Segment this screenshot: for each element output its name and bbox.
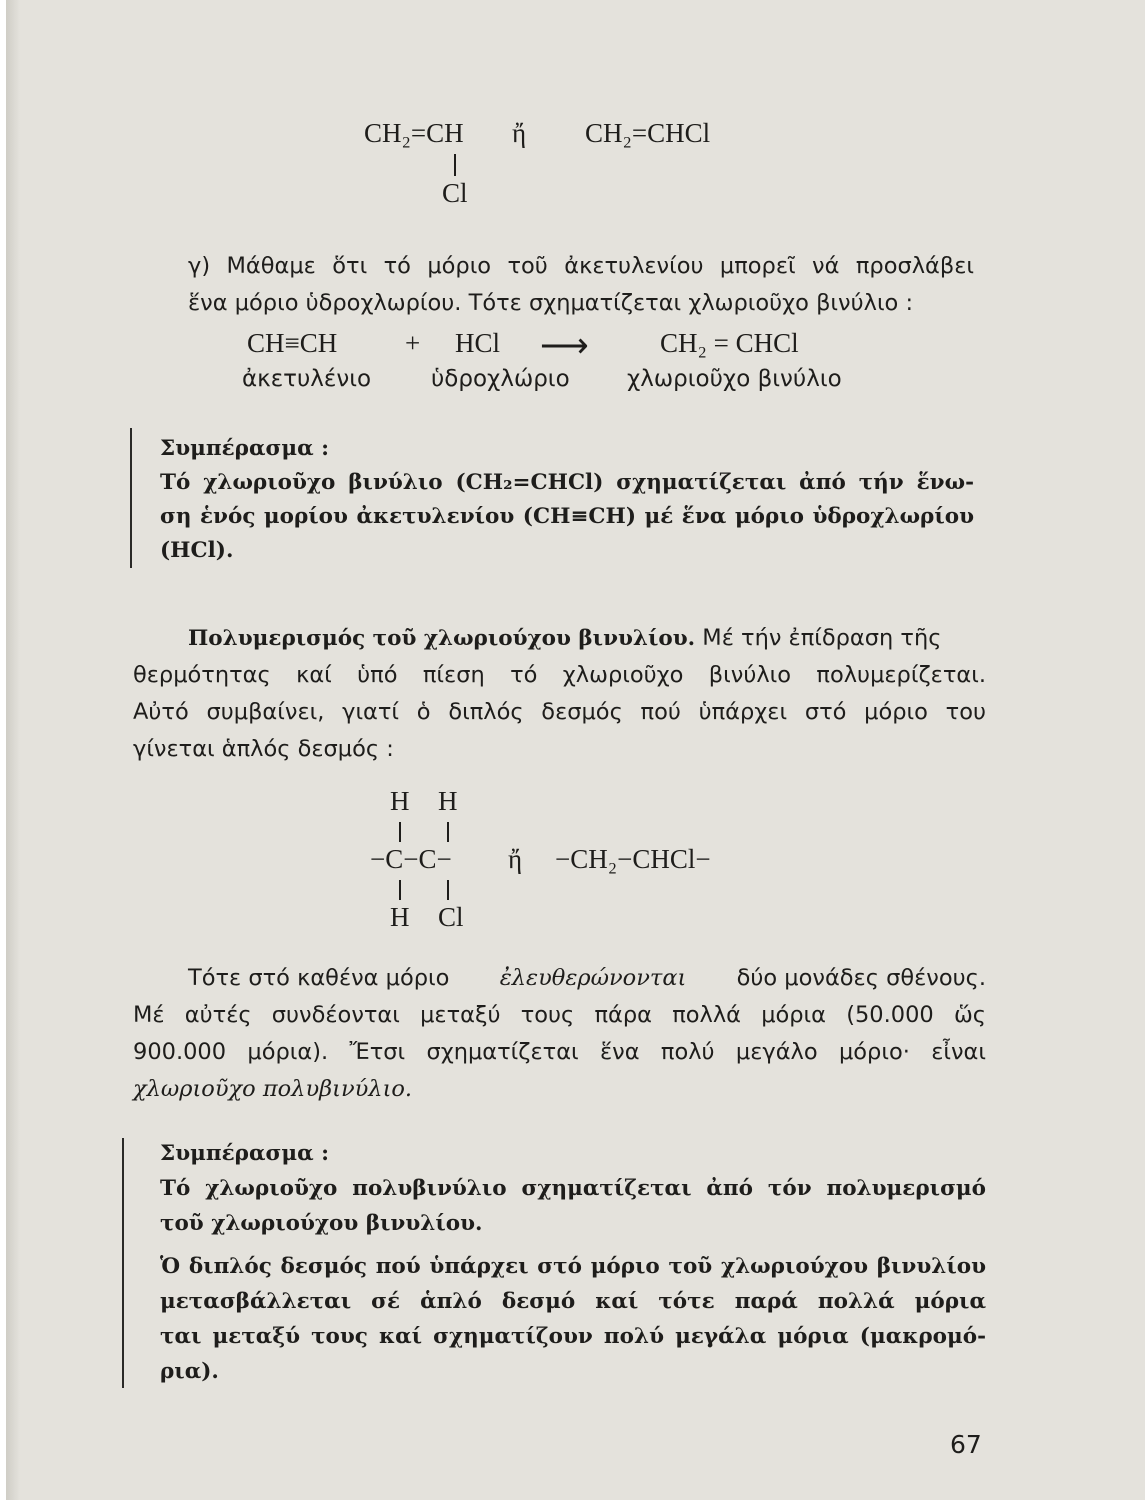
paragraph-line: ἕνα μόριο ὑδροχλωρίου. Τότε σχηματίζεται χλωριοῦχο βινύλιο : — [188, 290, 914, 316]
reactant-hcl: HCl — [455, 328, 501, 358]
polymerization-heading: Πολυμερισμός τοῦ χλωριούχου βινυλίου. — [188, 626, 696, 651]
paragraph-text: δύο μονάδες σθένους. — [736, 965, 986, 991]
conclusion-heading: Συμπέρασμα : — [160, 1141, 330, 1166]
formula-or: ἤ — [512, 118, 527, 148]
formula-vinyl-chloride-right: CH₂=CHCl — [585, 118, 711, 148]
conclusion-line: Ὁ διπλός δεσμός πού ὑπάρχει στό μόριο τοῦ χλωριούχου βινυλίου — [160, 1254, 986, 1279]
paragraph-text: Τότε στό καθένα μόριο — [188, 965, 450, 991]
bond-vertical — [447, 880, 449, 900]
label-vinyl-chloride: χλωριοῦχο βινύλιο — [627, 366, 842, 392]
formula-h-top-1: H — [390, 786, 410, 816]
bond-vertical — [399, 880, 401, 900]
formula-h-bottom: H — [390, 902, 410, 932]
paragraph-line — [133, 960, 986, 997]
page-edge — [0, 0, 20, 1500]
paragraph-line: 900.000 μόρια). Ἔτσι σχηματίζεται ἕνα πολύ μεγάλο μόριο· εἶναι — [133, 1039, 986, 1065]
conclusion-line: ται μεταξύ τους καί σχηματίζουν πολύ μεγάλα μόρια (μακρομό- — [160, 1324, 986, 1349]
label-hcl: ὑδροχλώριο — [431, 366, 570, 392]
label-acetylene: ἀκετυλένιο — [242, 366, 372, 392]
conclusion-line: Τό χλωριοῦχο πολυβινύλιο σχηματίζεται ἀπό τόν πολυμερισμό — [160, 1176, 986, 1201]
paragraph-line: Αὐτό συμβαίνει, γιατί ὁ διπλός δεσμός πού ὑπάρχει στό μόριο του — [133, 699, 986, 725]
paragraph-gamma — [188, 248, 974, 322]
conclusion-bar — [122, 1138, 124, 1388]
product-vinyl-chloride: CH₂ = CHCl — [660, 328, 799, 358]
paragraph-line: Μέ αὐτές συνδέονται μεταξύ τους πάρα πολλά μόρια (50.000 ὥς — [133, 1002, 986, 1028]
bond-vertical — [454, 154, 456, 176]
bond-vertical — [447, 822, 449, 842]
paragraph-free-valences — [133, 960, 986, 1108]
conclusion-line: ση ἑνός μορίου ἀκετυλενίου (CH≡CH) μέ ἕνα μόριο ὑδροχλωρίου — [160, 504, 974, 529]
paragraph-line: θερμότητας καί ὑπό πίεση τό χλωριοῦχο βινύλιο πολυμερίζεται. — [133, 662, 986, 688]
conclusion-bar — [130, 428, 132, 568]
paragraph-line: γίνεται ἁπλός δεσμός : — [133, 736, 394, 762]
paragraph-italic: ἐλευθερώνονται — [499, 965, 687, 991]
formula-or: ἤ — [508, 844, 523, 874]
formula-vinyl-chloride-left: CH₂=CH — [364, 118, 464, 148]
formula-chain: −C−C− — [370, 844, 452, 874]
paragraph-line: χλωριοῦχο πολυβινύλιο. — [133, 1076, 413, 1102]
conclusion-heading: Συμπέρασμα : — [160, 436, 330, 461]
conclusion-line: τοῦ χλωριούχου βινυλίου. — [160, 1211, 483, 1236]
page-number: 67 — [950, 1430, 982, 1459]
paragraph-line: γ) Μάθαμε ὅτι τό μόριο τοῦ ἀκετυλενίου μπορεῖ νά προσλάβει — [188, 253, 974, 279]
formula-cl-bottom: Cl — [438, 902, 464, 932]
reaction-arrow: ⟶ — [540, 328, 589, 365]
paragraph-text: Μέ τήν ἐπίδραση τῆς — [702, 625, 942, 651]
formula-pvc-unit: −CH₂−CHCl− — [555, 844, 711, 874]
formula-cl-sub: Cl — [442, 178, 468, 208]
reaction-plus: + — [405, 328, 421, 358]
paragraph-line — [133, 620, 986, 657]
paragraph-polymerization — [133, 620, 986, 768]
formula-h-top-2: H — [438, 786, 458, 816]
conclusion-line: Τό χλωριοῦχο βινύλιο (CH₂=CHCl) σχηματίζεται ἀπό τήν ἕνω- — [160, 470, 974, 495]
conclusion-line: ρια). — [160, 1359, 219, 1384]
conclusion-2 — [160, 1136, 986, 1389]
conclusion-line: (HCl). — [160, 538, 234, 563]
bond-vertical — [399, 822, 401, 842]
conclusion-1 — [160, 432, 974, 568]
conclusion-line: μετασβάλλεται σέ ἁπλό δεσμό καί τότε παρά πολλά μόρια — [160, 1289, 986, 1314]
reactant-acetylene: CH≡CH — [247, 328, 338, 358]
